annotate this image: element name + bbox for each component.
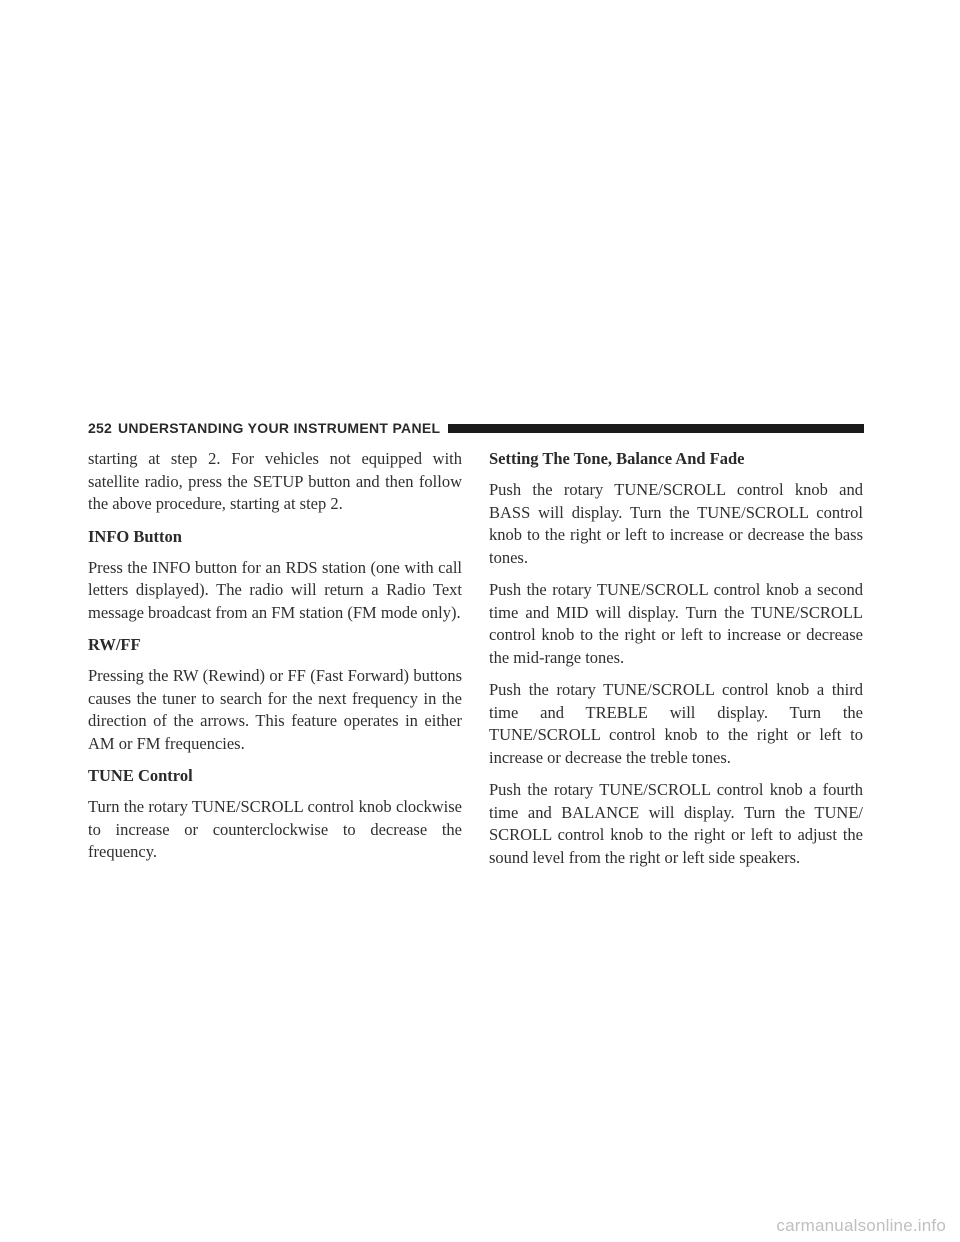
right-column bbox=[489, 448, 863, 879]
tune-control-heading: TUNE Control bbox=[88, 766, 193, 785]
info-button-paragraph: Press the INFO button for an RDS station (one with call letters displayed). The radio will return a Radio Text message broadcast from an FM station (FM mode only). bbox=[88, 557, 462, 622]
rwff-heading: RW/FF bbox=[88, 635, 141, 654]
bass-paragraph: Push the rotary TUNE/SCROLL control knob and BASS will display. Turn the TUNE/SCROLL control knob to the right or left to increase or decrease the bass tones. bbox=[489, 480, 863, 567]
rwff-paragraph: Pressing the RW (Rewind) or FF (Fast Forward) buttons causes the tuner to search for the next frequency in the direction of the arrows. This feature operates in either AM or FM frequencies. bbox=[88, 666, 462, 753]
tune-control-paragraph: Turn the rotary TUNE/SCROLL control knob clockwise to increase or counterclockwise to decrease the frequency. bbox=[88, 797, 462, 861]
header-rule bbox=[448, 424, 864, 433]
page-header bbox=[88, 418, 864, 438]
left-column bbox=[88, 448, 462, 874]
tone-balance-fade-heading: Setting The Tone, Balance And Fade bbox=[489, 449, 745, 468]
section-title: UNDERSTANDING YOUR INSTRUMENT PANEL bbox=[117, 420, 441, 436]
intro-paragraph: starting at step 2. For vehicles not equipped with satellite radio, press the SETUP button and then follow the above procedure, starting at step 2. bbox=[88, 449, 462, 513]
watermark: carmanualsonline.info bbox=[776, 1216, 946, 1235]
balance-paragraph: Push the rotary TUNE/SCROLL control knob a fourth time and BALANCE will display. Turn the TUNE/ SCROLL control knob to the right or left to adjust the sound level from the right or left side speakers. bbox=[489, 780, 863, 867]
info-button-heading: INFO Button bbox=[88, 526, 182, 546]
mid-paragraph: Push the rotary TUNE/SCROLL control knob a second time and MID will display. Turn the TUNE/SCROLL control knob to the right or left to increase or decrease the mid-range tones. bbox=[489, 580, 863, 667]
treble-paragraph: Push the rotary TUNE/SCROLL control knob a third time and TREBLE will display. Turn the TUNE/SCROLL control knob to the right or left to increase or decrease the treble tones. bbox=[489, 680, 863, 767]
page-number: 252 bbox=[88, 420, 112, 436]
